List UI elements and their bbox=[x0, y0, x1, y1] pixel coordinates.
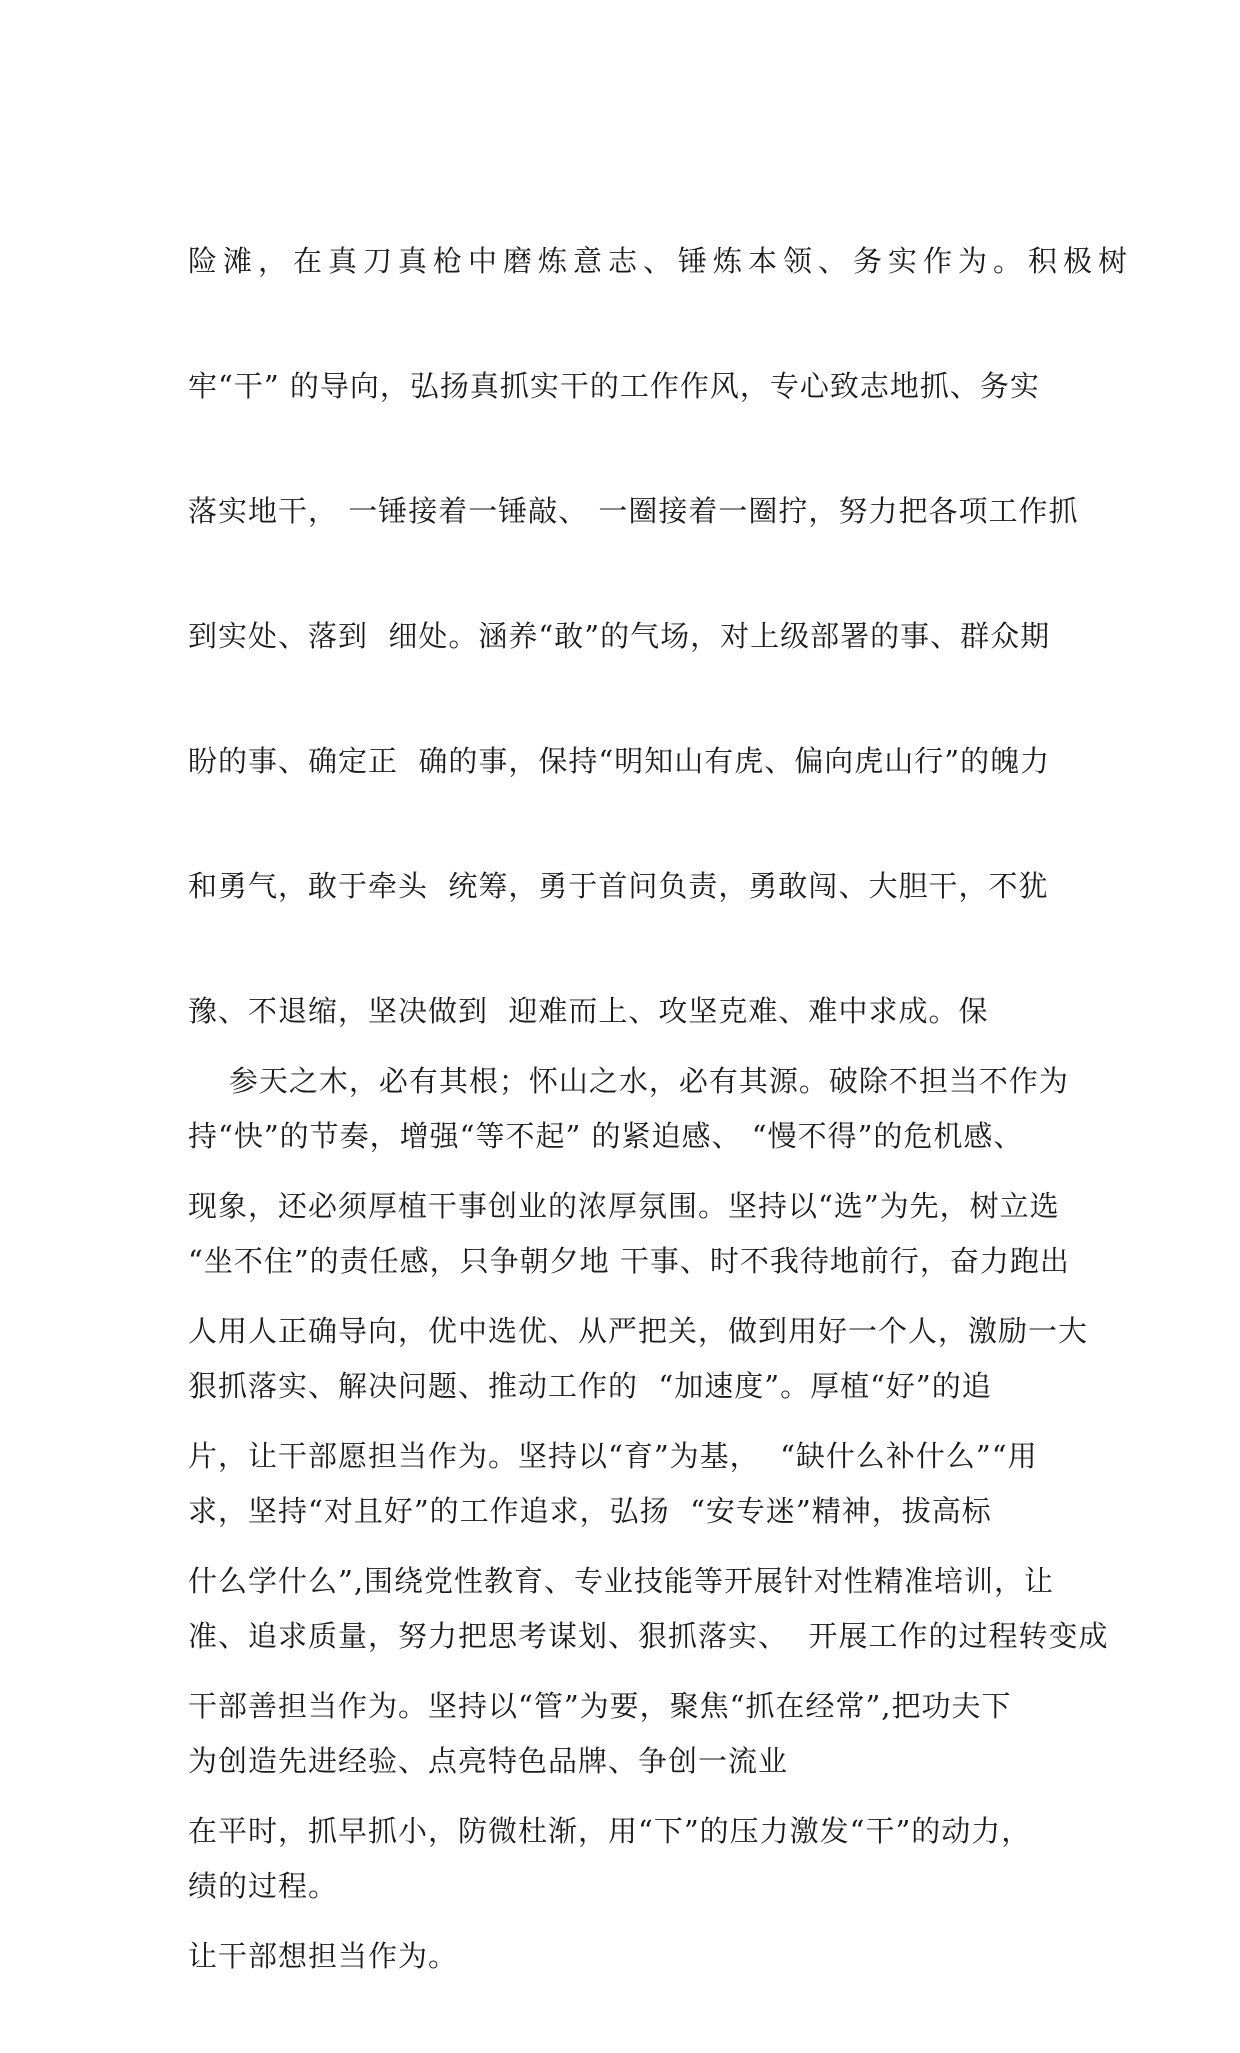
text-line: 在平时，抓早抓小，防微杜渐，用“下”的压力激发“干”的动力， bbox=[188, 1814, 1032, 1848]
text-line: 险滩，在真刀真枪中磨炼意志、锤炼本领、务实作为。积极树 bbox=[188, 244, 1134, 278]
text-line: 绩的过程。 bbox=[188, 1869, 339, 1903]
text-line: 现象，还必须厚植干事创业的浓厚氛围。坚持以“选”为先，树立选 bbox=[188, 1189, 1060, 1223]
text-line: 求，坚持“对且好”的工作追求，弘扬 “安专迷”精神，拔高标 bbox=[188, 1494, 992, 1528]
text-line: 到实处、落到 细处。涵养“敢”的气场，对上级部署的事、群众期 bbox=[188, 619, 1051, 653]
text-line: 落实地干， 一锤接着一锤敲、 一圈接着一圈拧，努力把各项工作抓 bbox=[188, 494, 1079, 528]
text-line: “坐不住”的责任感，只争朝夕地 干事、时不我待地前行，奋力跑出 bbox=[188, 1244, 1070, 1278]
text-line: 参天之木，必有其根；怀山之水，必有其源。破除不担当不作为 bbox=[188, 1064, 1069, 1098]
text-line: 持“快”的节奏，增强“等不起” 的紧迫感、 “慢不得”的危机感、 bbox=[188, 1119, 1024, 1153]
text-line: 和勇气，敢于牵头 统筹，勇于首问负责，勇敢闯、大胆干，不犹 bbox=[188, 869, 1049, 903]
text-line: 狠抓落实、解决问题、推动工作的 “加速度”。厚植“好”的追 bbox=[188, 1369, 992, 1403]
text-line: 为创造先进经验、点亮特色品牌、争创一流业 bbox=[188, 1744, 789, 1778]
paragraph-2 bbox=[188, 985, 1109, 2053]
text-line: 豫、不退缩，坚决做到 迎难而上、攻坚克难、难中求成。保 bbox=[188, 994, 989, 1028]
text-line: 人用人正确导向，优中选优、从严把关，做到用好一个人，激励一大 bbox=[188, 1314, 1089, 1348]
text-line: 干部善担当作为。坚持以“管”为要，聚焦“抓在经常”,把功夫下 bbox=[188, 1689, 1012, 1723]
text-line: 盼的事、确定正 确的事，保持“明知山有虎、偏向虎山行”的魄力 bbox=[188, 744, 1051, 778]
text-line: 牢“干” 的导向，弘扬真抓实干的工作作风，专心致志地抓、务实 bbox=[188, 369, 1040, 403]
text-line: 让干部想担当作为。 bbox=[188, 1939, 459, 1973]
text-line: 什么学什么”,围绕党性教育、专业技能等开展针对性精准培训，让 bbox=[188, 1564, 1055, 1598]
text-line: 准、追求质量，努力把思考谋划、狠抓落实、 开展工作的过程转变成 bbox=[188, 1619, 1109, 1653]
text-line: 片，让干部愿担当作为。坚持以“育”为基， “缺什么补什么”“用 bbox=[188, 1439, 1038, 1473]
